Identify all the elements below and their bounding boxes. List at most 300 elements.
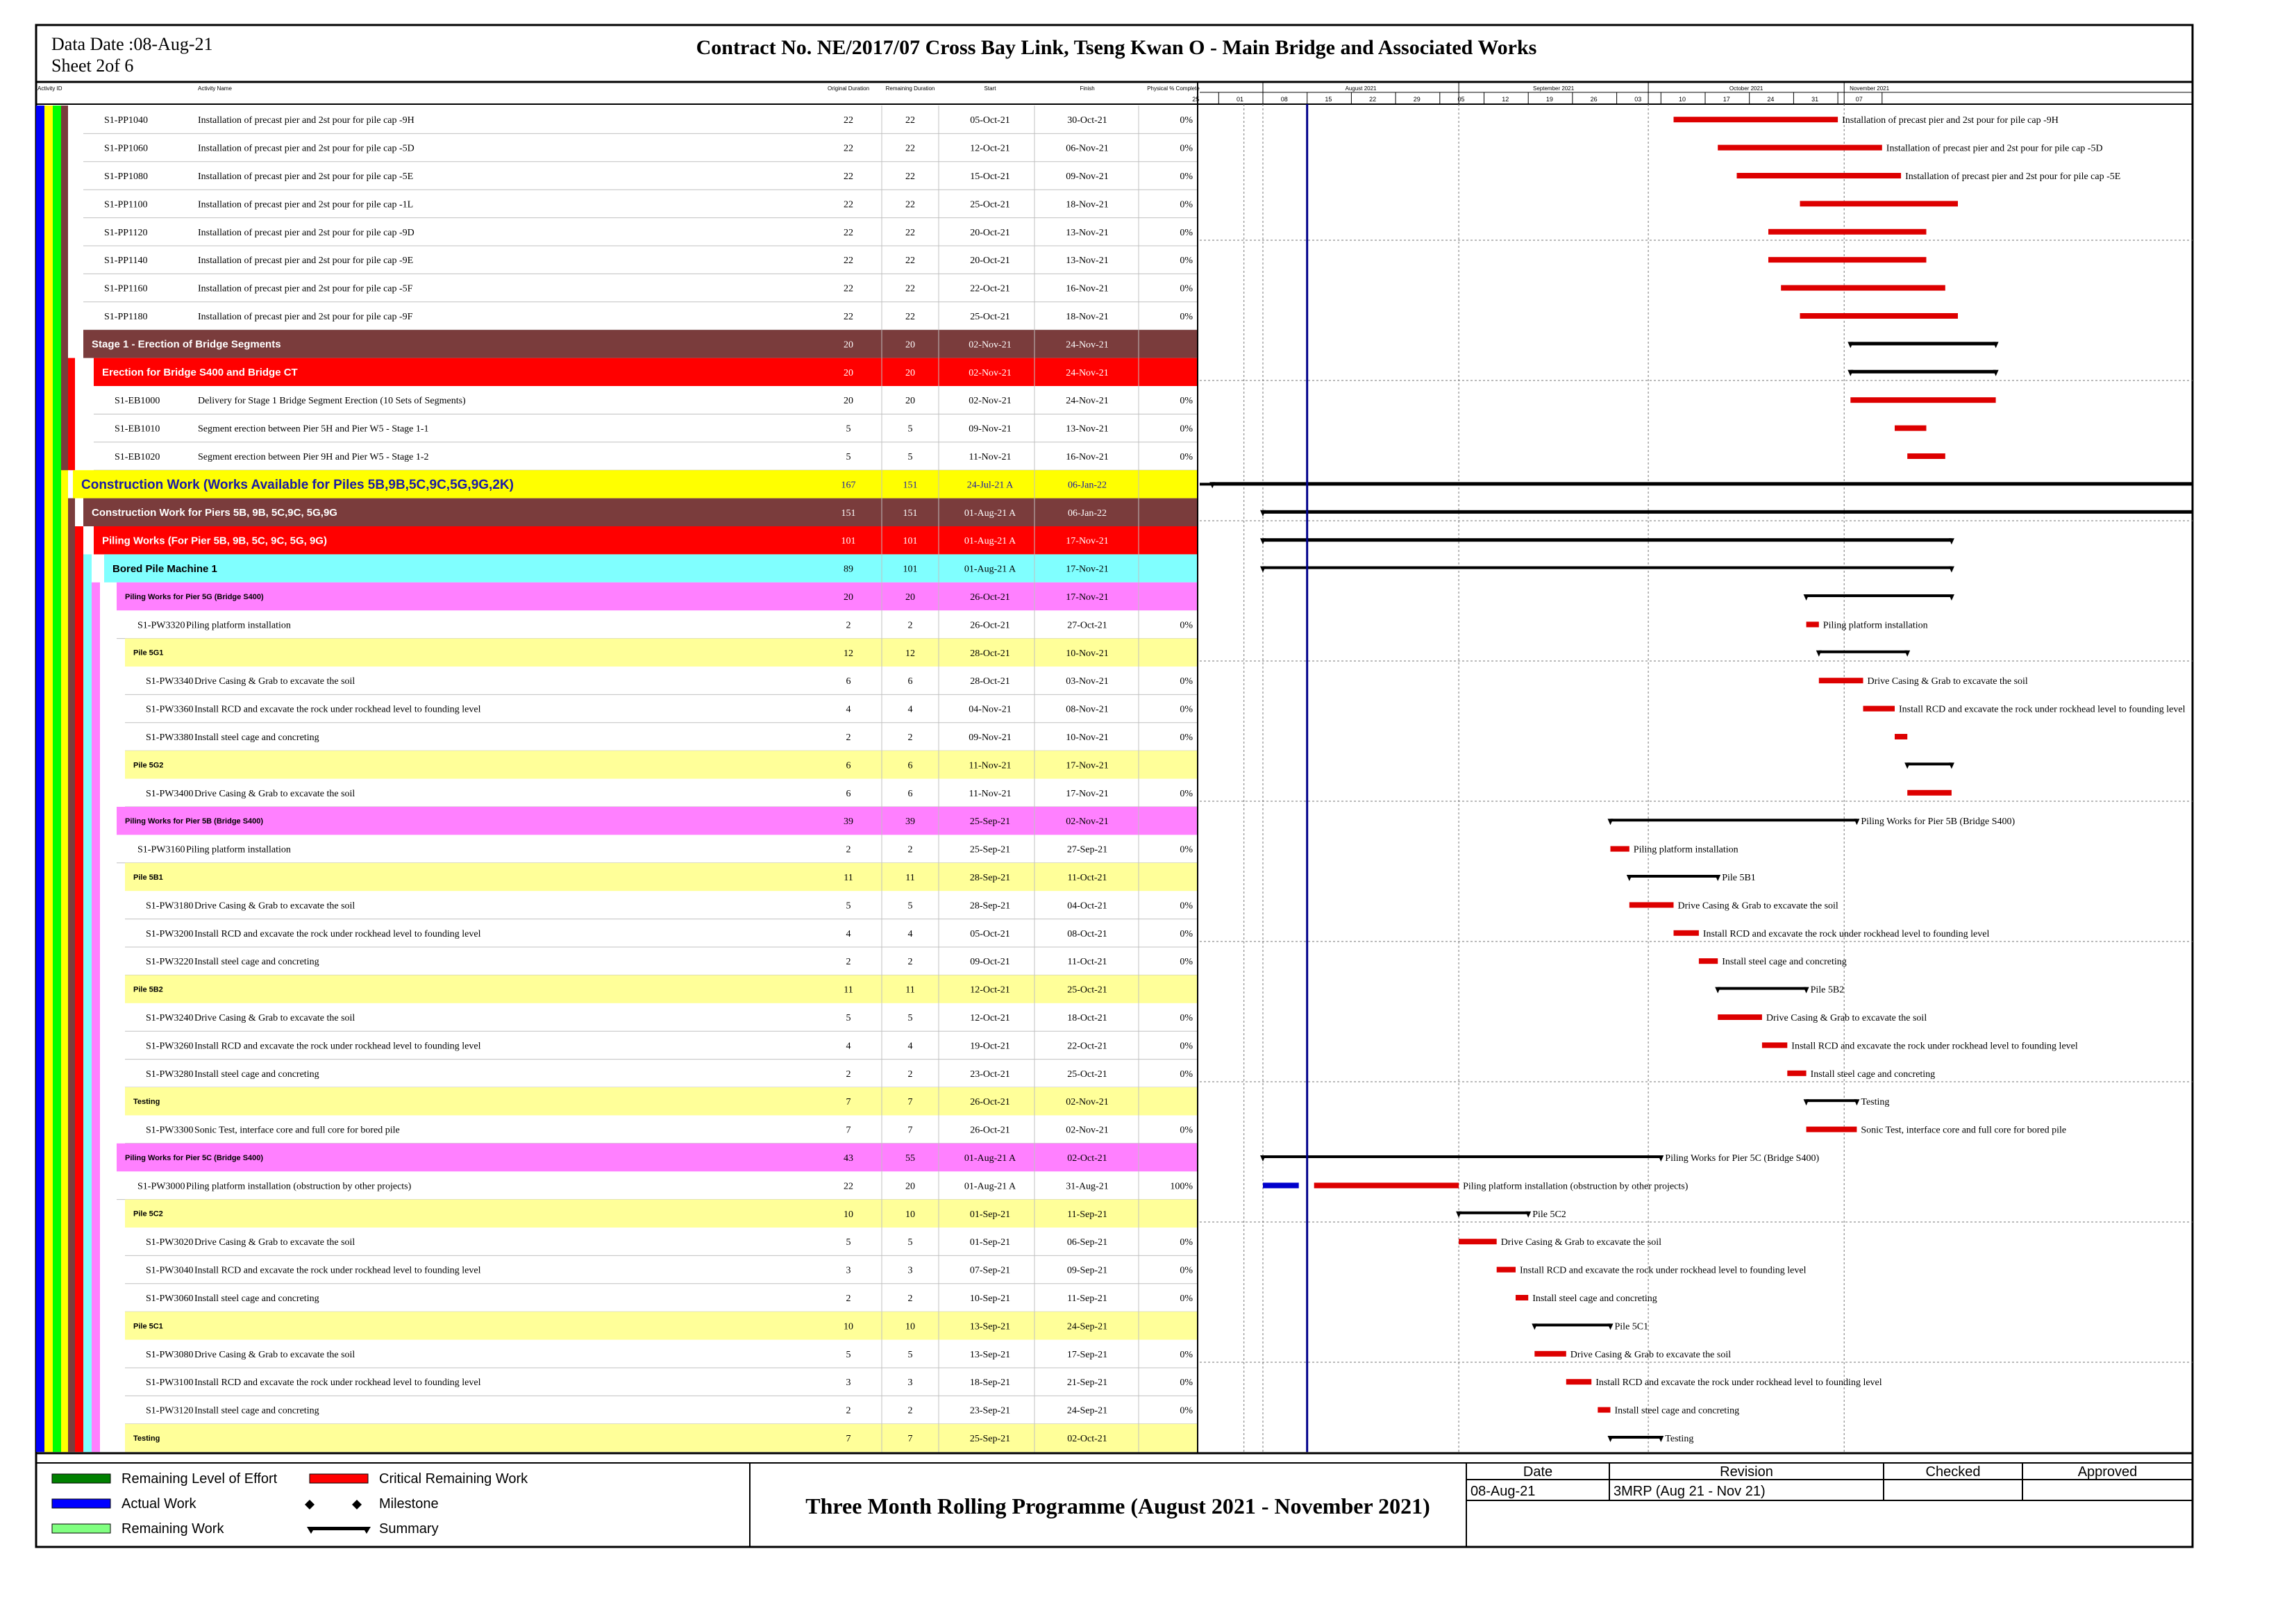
table-row[interactable] [117, 835, 1198, 862]
finish-date: 13-Nov-21 [1066, 227, 1109, 238]
original-duration: 22 [844, 199, 853, 210]
percent-complete: 0% [1180, 115, 1193, 126]
critical-bar[interactable] [1895, 426, 1927, 431]
activity-id: S1-PW3020 [146, 1237, 194, 1248]
critical-bar[interactable] [1718, 145, 1882, 151]
table-row[interactable] [125, 694, 1198, 722]
critical-bar[interactable] [1699, 958, 1718, 964]
original-duration: 4 [846, 928, 851, 939]
wbs-row[interactable] [125, 1200, 1198, 1228]
bar-label: Install steel cage and concreting [1810, 1069, 1936, 1080]
col-header-physical-complete[interactable]: Physical % Complete [1147, 85, 1200, 92]
table-row[interactable] [83, 106, 1198, 133]
wbs-row[interactable] [125, 1087, 1198, 1115]
table-row[interactable] [125, 667, 1198, 694]
activity-name: Drive Casing & Grab to excavate the soil [194, 1013, 355, 1023]
critical-bar[interactable] [1762, 1042, 1787, 1048]
critical-bar[interactable] [1907, 453, 1945, 459]
activity-id: S1-PW3120 [146, 1405, 194, 1416]
wbs-row[interactable] [104, 554, 1198, 582]
start-date: 15-Oct-21 [970, 171, 1010, 182]
bar-label: Install RCD and excavate the rock under rockhead level to founding level [1899, 704, 2186, 715]
remaining-duration: 5 [907, 424, 913, 435]
bar-label: Drive Casing & Grab to excavate the soil [1867, 676, 2028, 687]
original-duration: 6 [846, 676, 851, 687]
remaining-duration: 6 [907, 760, 913, 771]
activity-name: Drive Casing & Grab to excavate the soil [194, 1237, 355, 1248]
summary-bar[interactable] [1611, 819, 1857, 821]
col-header-remaining-duration[interactable]: Remaining Duration [885, 85, 935, 92]
summary-bar[interactable] [1459, 1212, 1528, 1214]
critical-bar[interactable] [1534, 1351, 1566, 1357]
percent-complete: 0% [1180, 256, 1193, 267]
remaining-duration: 55 [905, 1153, 915, 1164]
percent-complete: 0% [1180, 901, 1193, 912]
actual-work-bar[interactable] [1263, 1182, 1299, 1188]
milestone-diamond-icon [352, 1500, 362, 1509]
wbs-name: Pile 5C1 [133, 1322, 163, 1331]
critical-bar[interactable] [1768, 257, 1927, 262]
wbs-row[interactable] [83, 330, 1198, 358]
table-row[interactable] [94, 414, 1198, 442]
activity-id: S1-PW3400 [146, 788, 194, 799]
remaining-duration: 6 [907, 788, 913, 799]
legend-label: Remaining Work [121, 1521, 224, 1537]
start-date: 26-Oct-21 [970, 1097, 1010, 1108]
original-duration: 5 [846, 901, 851, 912]
summary-bar[interactable] [1263, 567, 1952, 569]
legend-label: Remaining Level of Effort [121, 1471, 278, 1487]
activity-id: S1-PP1120 [104, 227, 148, 238]
activity-id: S1-PW3380 [146, 733, 194, 743]
wbs-row[interactable] [83, 499, 1198, 526]
table-row[interactable] [83, 133, 1198, 161]
summary-bar[interactable] [1263, 1155, 1661, 1158]
summary-end-marker [1949, 567, 1954, 573]
table-row[interactable] [125, 1284, 1198, 1312]
activity-id: S1-PW3280 [146, 1069, 194, 1080]
bar-label: Pile 5C1 [1614, 1321, 1649, 1332]
finish-date: 17-Nov-21 [1066, 536, 1109, 547]
critical-bar[interactable] [1314, 1182, 1459, 1188]
start-date: 24-Jul-21 A [966, 480, 1014, 491]
start-date: 25-Oct-21 [970, 199, 1010, 210]
wbs-row-fill [125, 975, 1198, 1003]
finish-date: 27-Oct-21 [1067, 620, 1107, 631]
percent-complete: 0% [1180, 1294, 1193, 1304]
remaining-duration: 3 [907, 1378, 913, 1389]
finish-date: 16-Nov-21 [1066, 283, 1109, 294]
wbs-row[interactable] [125, 1424, 1198, 1452]
percent-complete: 0% [1180, 1405, 1193, 1416]
critical-bar[interactable] [1611, 846, 1629, 852]
bar-label: Install RCD and excavate the rock under rockhead level to founding level [1520, 1265, 1807, 1276]
table-row[interactable] [125, 1031, 1198, 1059]
critical-bar[interactable] [1459, 1239, 1497, 1244]
revision-cell: 3MRP (Aug 21 - Nov 21) [1614, 1484, 1766, 1499]
remaining-duration: 5 [907, 1349, 913, 1360]
timescale-week: 25 [1192, 96, 1200, 103]
wbs-row[interactable] [117, 1144, 1198, 1171]
timescale-week: 12 [1502, 96, 1509, 103]
finish-date: 10-Nov-21 [1066, 733, 1109, 743]
critical-bar[interactable] [1737, 173, 1902, 178]
timescale-week: 03 [1634, 96, 1642, 103]
remaining-duration: 3 [907, 1265, 913, 1276]
percent-complete: 0% [1180, 199, 1193, 210]
bar-label: Install RCD and excavate the rock under rockhead level to founding level [1702, 928, 1990, 939]
table-row[interactable] [94, 442, 1198, 470]
remaining-duration: 151 [903, 508, 918, 519]
activity-name: Delivery for Stage 1 Bridge Segment Erection (10 Sets of Segments) [198, 396, 466, 407]
wbs-row[interactable] [117, 807, 1198, 835]
activity-id: S1-PW3000 [137, 1181, 185, 1192]
table-row[interactable] [117, 610, 1198, 638]
table-row[interactable] [83, 218, 1198, 246]
activity-name: Installation of precast pier and 2st pour for pile cap -9F [198, 312, 413, 322]
critical-bar[interactable] [1850, 397, 1995, 403]
original-duration: 6 [846, 760, 851, 771]
critical-bar[interactable] [1800, 313, 1959, 319]
timescale-week: 22 [1369, 96, 1377, 103]
activity-id: S1-PW3160 [137, 844, 185, 855]
activity-table [73, 106, 2193, 1452]
legend-item [310, 1471, 528, 1487]
table-row[interactable] [83, 274, 1198, 301]
percent-complete: 0% [1180, 788, 1193, 799]
activity-id: S1-PW3100 [146, 1378, 194, 1389]
critical-bar[interactable] [1674, 117, 1838, 122]
outline-band [75, 526, 83, 1452]
summary-bar[interactable] [1212, 482, 2193, 485]
critical-bar[interactable] [1768, 229, 1927, 235]
wbs-name: Construction Work for Piers 5B, 9B, 5C,9C, 5G,9G [92, 507, 337, 519]
percent-complete: 0% [1180, 143, 1193, 154]
table-row[interactable] [125, 947, 1198, 975]
finish-date: 21-Sep-21 [1066, 1378, 1108, 1389]
milestone-diamond-icon [305, 1500, 315, 1509]
percent-complete: 0% [1180, 733, 1193, 743]
table-row[interactable] [125, 1003, 1198, 1031]
percent-complete: 0% [1180, 1237, 1193, 1248]
wbs-name: Bored Pile Machine 1 [112, 562, 217, 575]
critical-bar[interactable] [1819, 678, 1863, 683]
remaining-duration: 20 [905, 396, 915, 407]
summary-start-marker [1804, 594, 1809, 601]
summary-bar[interactable] [1850, 370, 1995, 374]
remaining-duration: 22 [905, 199, 915, 210]
wbs-name: Testing [133, 1434, 160, 1443]
timescale-month: October 2021 [1729, 85, 1763, 92]
wbs-row[interactable] [125, 975, 1198, 1003]
timescale-week: 07 [1855, 96, 1863, 103]
finish-date: 06-Nov-21 [1066, 143, 1109, 154]
summary-end-marker [1608, 1323, 1614, 1330]
outline-level-bands [36, 106, 100, 1452]
critical-bar[interactable] [1863, 706, 1895, 712]
activity-id: S1-PW3320 [137, 620, 185, 631]
summary-bar[interactable] [1819, 651, 1907, 653]
activity-name: Piling platform installation [186, 620, 291, 631]
percent-complete: 0% [1180, 1349, 1193, 1360]
outline-band [36, 106, 44, 1452]
activity-id: S1-PW3240 [146, 1013, 194, 1023]
remaining-duration: 4 [907, 704, 913, 715]
start-date: 02-Nov-21 [969, 367, 1012, 378]
summary-end-marker [1804, 987, 1809, 994]
timescale-week: 05 [1457, 96, 1465, 103]
summary-bar[interactable] [1907, 762, 1952, 765]
table-row[interactable] [83, 190, 1198, 217]
timescale-week: 26 [1590, 96, 1598, 103]
percent-complete: 0% [1180, 1069, 1193, 1080]
activity-name: Install steel cage and concreting [194, 957, 319, 968]
table-row[interactable] [125, 1115, 1198, 1143]
finish-date: 24-Nov-21 [1066, 396, 1109, 407]
start-date: 11-Nov-21 [969, 788, 1012, 799]
wbs-row[interactable] [94, 526, 1198, 554]
remaining-duration: 22 [905, 312, 915, 322]
outline-band [53, 106, 61, 1452]
summary-legend-bar [310, 1527, 368, 1530]
original-duration: 4 [846, 704, 851, 715]
col-header-finish[interactable]: Finish [1080, 85, 1095, 92]
finish-date: 11-Sep-21 [1067, 1209, 1107, 1220]
activity-name: Install steel cage and concreting [194, 1069, 319, 1080]
critical-bar[interactable] [1800, 201, 1959, 206]
bar-label: Pile 5B2 [1810, 985, 1845, 996]
remaining-duration: 20 [905, 592, 915, 603]
col-header-activity-name[interactable]: Activity Name [198, 85, 232, 92]
bar-label: Install steel cage and concreting [1614, 1405, 1740, 1416]
start-date: 28-Oct-21 [970, 648, 1010, 659]
finish-date: 04-Oct-21 [1067, 901, 1107, 912]
wbs-row-fill [125, 1424, 1198, 1452]
remaining-duration: 5 [907, 901, 913, 912]
wbs-row-fill [117, 583, 1198, 610]
legend-label: Critical Remaining Work [379, 1471, 528, 1487]
wbs-row-fill [125, 1087, 1198, 1115]
table-row[interactable] [125, 1340, 1198, 1368]
summary-end-marker [1904, 651, 1910, 657]
original-duration: 167 [841, 480, 856, 491]
summary-bar[interactable] [1718, 987, 1806, 990]
critical-bar[interactable] [1781, 285, 1945, 291]
summary-start-marker [1904, 762, 1910, 769]
activity-name: Install RCD and excavate the rock under rockhead level to founding level [194, 1378, 481, 1389]
table-row[interactable] [125, 1368, 1198, 1396]
original-duration: 43 [844, 1153, 853, 1164]
finish-date: 25-Oct-21 [1067, 985, 1107, 996]
wbs-row[interactable] [117, 583, 1198, 610]
summary-end-marker [1949, 594, 1954, 601]
table-row[interactable] [83, 302, 1198, 330]
activity-id: S1-PW3040 [146, 1265, 194, 1276]
start-date: 02-Nov-21 [969, 340, 1012, 351]
original-duration: 11 [844, 985, 853, 996]
critical-bar[interactable] [1497, 1267, 1516, 1273]
start-date: 10-Sep-21 [969, 1294, 1011, 1304]
percent-complete: 0% [1180, 1013, 1193, 1023]
wbs-row-fill [125, 639, 1198, 667]
original-duration: 5 [846, 1237, 851, 1248]
start-date: 11-Nov-21 [969, 452, 1012, 462]
summary-bar[interactable] [1534, 1323, 1610, 1326]
original-duration: 2 [846, 1405, 851, 1416]
summary-bar[interactable] [1850, 342, 1995, 345]
table-row[interactable] [125, 779, 1198, 807]
percent-complete: 0% [1180, 704, 1193, 715]
activity-name: Drive Casing & Grab to excavate the soil [194, 676, 355, 687]
col-header-original-duration[interactable]: Original Duration [827, 85, 870, 92]
finish-date: 11-Oct-21 [1067, 957, 1107, 968]
original-duration: 39 [844, 817, 853, 828]
wbs-row[interactable] [125, 863, 1198, 891]
wbs-row-fill [117, 1144, 1198, 1171]
wbs-name: Piling Works for Pier 5C (Bridge S400) [125, 1153, 264, 1162]
table-row[interactable] [125, 1255, 1198, 1283]
percent-complete: 0% [1180, 312, 1193, 322]
table-row[interactable] [94, 386, 1198, 414]
remaining-duration: 10 [905, 1209, 915, 1220]
finish-date: 02-Oct-21 [1067, 1434, 1107, 1444]
wbs-name: Piling Works for Pier 5G (Bridge S400) [125, 592, 264, 601]
wbs-row[interactable] [125, 1312, 1198, 1339]
percent-complete: 0% [1180, 1265, 1193, 1276]
summary-bar[interactable] [1611, 1436, 1661, 1439]
activity-id: S1-PW3340 [146, 676, 194, 687]
critical-bar[interactable] [1907, 790, 1952, 796]
critical-bar[interactable] [1787, 1071, 1806, 1076]
wbs-row[interactable] [94, 358, 1198, 386]
original-duration: 2 [846, 733, 851, 743]
summary-bar[interactable] [1629, 875, 1718, 878]
critical-bar[interactable] [1566, 1379, 1591, 1384]
start-date: 23-Sep-21 [969, 1405, 1011, 1416]
start-date: 01-Aug-21 A [964, 536, 1016, 547]
table-row[interactable] [125, 891, 1198, 919]
critical-bar[interactable] [1807, 1127, 1857, 1132]
legend-item [52, 1521, 224, 1537]
summary-start-marker [1804, 1099, 1809, 1105]
critical-bar[interactable] [1895, 734, 1907, 739]
col-header-start[interactable]: Start [984, 85, 996, 92]
revision-table [1466, 1463, 2193, 1547]
table-row[interactable] [83, 246, 1198, 274]
remaining-duration: 39 [905, 817, 915, 828]
critical-bar[interactable] [1674, 930, 1699, 936]
original-duration: 6 [846, 788, 851, 799]
start-date: 01-Sep-21 [969, 1237, 1011, 1248]
wbs-row[interactable] [125, 639, 1198, 667]
start-date: 28-Sep-21 [969, 901, 1011, 912]
activity-name: Installation of precast pier and 2st pour for pile cap -1L [198, 199, 414, 210]
table-row[interactable] [125, 723, 1198, 751]
finish-date: 18-Nov-21 [1066, 199, 1109, 210]
critical-bar[interactable] [1807, 621, 1819, 627]
activity-id: S1-PP1160 [104, 283, 148, 294]
legend-swatch [310, 1474, 368, 1483]
activity-name: Install steel cage and concreting [194, 733, 319, 743]
legend-swatch [52, 1524, 110, 1533]
summary-bar[interactable] [1263, 510, 2193, 514]
remaining-duration: 2 [907, 620, 913, 631]
legend [52, 1471, 528, 1537]
original-duration: 5 [846, 452, 851, 462]
table-row[interactable] [125, 919, 1198, 947]
finish-date: 02-Oct-21 [1067, 1153, 1107, 1164]
summary-bar[interactable] [1807, 1099, 1857, 1102]
percent-complete: 0% [1180, 620, 1193, 631]
bar-label: Pile 5B1 [1722, 873, 1756, 883]
table-row[interactable] [117, 1171, 1198, 1199]
critical-bar[interactable] [1598, 1407, 1610, 1413]
table-row[interactable] [125, 1396, 1198, 1423]
critical-bar[interactable] [1516, 1295, 1528, 1300]
original-duration: 12 [844, 648, 853, 659]
original-duration: 4 [846, 1041, 851, 1052]
start-date: 25-Sep-21 [969, 844, 1011, 855]
finish-date: 08-Nov-21 [1066, 704, 1109, 715]
remaining-duration: 2 [907, 1405, 913, 1416]
timescale-week: 17 [1723, 96, 1730, 103]
start-date: 01-Aug-21 A [964, 1153, 1016, 1164]
col-header-activity-id[interactable]: Activity ID [37, 85, 62, 92]
remaining-duration: 2 [907, 957, 913, 968]
legend-item [52, 1471, 278, 1487]
finish-date: 17-Nov-21 [1066, 592, 1109, 603]
legend-label: Milestone [379, 1496, 439, 1512]
summary-end-marker [1854, 1099, 1859, 1105]
table-row[interactable] [125, 1060, 1198, 1087]
original-duration: 101 [841, 536, 856, 547]
summary-start-marker [1532, 1323, 1537, 1330]
activity-name: Installation of precast pier and 2st pour for pile cap -9E [198, 256, 414, 267]
summary-bar[interactable] [1807, 594, 1952, 597]
finish-date: 02-Nov-21 [1066, 1125, 1109, 1136]
original-duration: 20 [844, 340, 853, 351]
bar-label: Drive Casing & Grab to excavate the soil [1766, 1013, 1927, 1023]
summary-bar[interactable] [1263, 538, 1952, 542]
percent-complete: 0% [1180, 171, 1193, 182]
activity-name: Installation of precast pier and 2st pour for pile cap -5D [198, 143, 414, 154]
original-duration: 22 [844, 171, 853, 182]
summary-start-marker [1260, 1155, 1266, 1162]
table-row[interactable] [125, 1228, 1198, 1255]
finish-date: 17-Nov-21 [1066, 760, 1109, 771]
start-date: 11-Nov-21 [969, 760, 1012, 771]
critical-bar[interactable] [1629, 902, 1674, 907]
bar-label: Drive Casing & Grab to excavate the soil [1570, 1349, 1732, 1360]
gantt-timescale [1192, 82, 2193, 104]
legend-item [307, 1521, 439, 1537]
start-date: 05-Oct-21 [970, 928, 1010, 939]
remaining-duration: 2 [907, 1294, 913, 1304]
original-duration: 7 [846, 1434, 851, 1444]
critical-bar[interactable] [1718, 1014, 1762, 1020]
activity-name: Drive Casing & Grab to excavate the soil [194, 788, 355, 799]
table-row[interactable] [83, 162, 1198, 190]
activity-name: Install RCD and excavate the rock under rockhead level to founding level [194, 704, 481, 715]
timescale-week: 10 [1678, 96, 1686, 103]
remaining-duration: 22 [905, 227, 915, 238]
finish-date: 06-Jan-22 [1068, 508, 1107, 519]
wbs-row[interactable] [125, 751, 1198, 778]
legend-item [305, 1496, 439, 1512]
remaining-duration: 101 [903, 536, 918, 547]
summary-end-marker [1658, 1436, 1664, 1442]
remaining-duration: 7 [907, 1434, 913, 1444]
